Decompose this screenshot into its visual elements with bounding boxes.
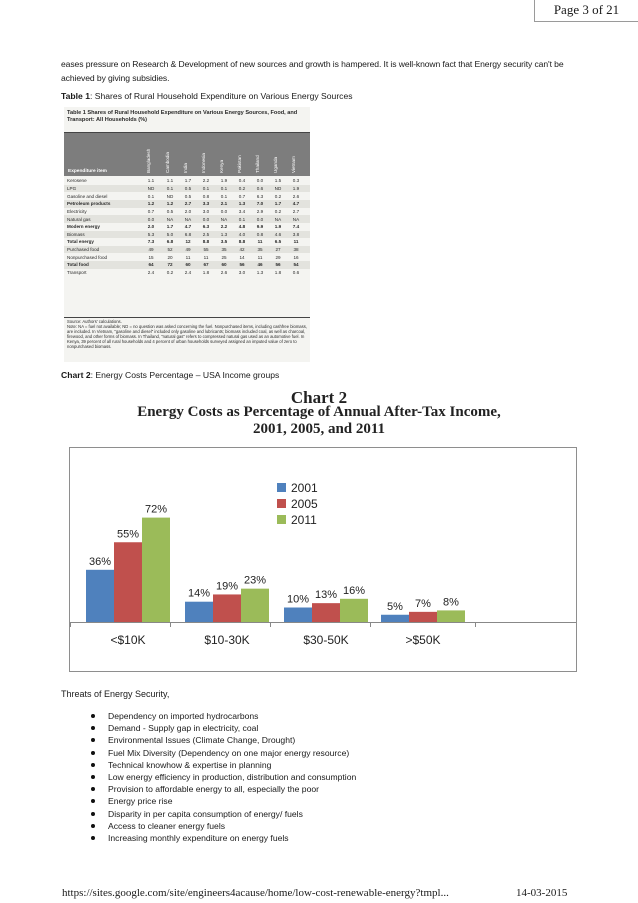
table-cell: 0.6 <box>292 270 300 276</box>
bullet-icon <box>91 787 95 791</box>
legend-label: 2011 <box>291 513 317 527</box>
table-cell: 1.8 <box>274 270 282 276</box>
table-cell: 27 <box>275 247 281 253</box>
table-cell: 11 <box>185 254 191 260</box>
chart-subtitle-line1: Energy Costs as Percentage of Annual After-Tax Income, <box>137 404 501 420</box>
table-caption-label: Table 1 <box>61 91 90 101</box>
table-cell: 3.5 <box>220 239 228 245</box>
table-cell: 0.1 <box>238 216 246 222</box>
table-cell: 1.3 <box>238 201 246 207</box>
bar-2001 <box>284 608 312 623</box>
table-cell: ND <box>166 193 174 199</box>
bar-2011 <box>241 589 269 622</box>
table-cell: 6.8 <box>166 239 174 245</box>
footer-date: 14-03-2015 <box>516 887 568 899</box>
table-cell: 0.2 <box>274 193 282 199</box>
table-row-label: Natural gas <box>67 216 91 222</box>
bar-chart <box>70 448 576 671</box>
data-label: 72% <box>144 503 168 516</box>
table1-column-header: Cambodia <box>165 152 170 173</box>
table-cell: 12 <box>185 239 191 245</box>
table1-title: Table 1 Shares of Rural Household Expenditure on Various Energy Sources, Food, and Transport: All Households (%) <box>67 110 298 123</box>
table-cell: 6.5 <box>274 239 282 245</box>
data-label: 8% <box>443 596 459 609</box>
bullet-icon <box>91 751 95 755</box>
table-cell: 46 <box>257 262 263 268</box>
table-cell: 1.3 <box>256 270 264 276</box>
table-cell: 0.8 <box>256 231 264 237</box>
table-row <box>64 254 310 262</box>
data-label: 13% <box>314 589 338 602</box>
list-item-text: Increasing monthly expenditure on energy fuels <box>108 832 289 843</box>
table-cell: 56 <box>239 262 245 268</box>
table1-bottom-rule <box>64 317 310 318</box>
bar-2011 <box>437 610 465 622</box>
table-cell: 1.2 <box>147 201 155 207</box>
list-item-text: Energy price rise <box>108 796 173 807</box>
chart-subtitle-line2: 2001, 2005, and 2011 <box>252 421 386 437</box>
table-cell: 2.4 <box>147 270 155 276</box>
bullet-icon <box>91 812 95 816</box>
table-cell: 11 <box>257 254 263 260</box>
list-item-text: Environmental Issues (Climate Change, Drought) <box>108 735 296 746</box>
category-label: $30-50K <box>303 633 349 647</box>
table-caption <box>61 91 353 101</box>
bar-2011 <box>340 599 368 622</box>
table-row-label: Nonpurchased food <box>67 254 108 260</box>
list-item <box>91 795 356 807</box>
table-row <box>64 177 310 185</box>
bullet-icon <box>91 763 95 767</box>
chart-caption-text: : Energy Costs Percentage – USA Income groups <box>90 370 280 380</box>
table-row <box>64 200 310 208</box>
list-item <box>91 710 356 722</box>
table-cell: 3.3 <box>202 201 210 207</box>
bullet-icon <box>91 824 95 828</box>
category-label: $10-30K <box>204 633 250 647</box>
list-item <box>91 771 356 783</box>
category-label: <$10K <box>110 633 146 647</box>
table-cell: 42 <box>239 247 245 253</box>
table-cell: NA <box>184 216 192 222</box>
category-label: >$50K <box>405 633 441 647</box>
legend-swatch <box>277 499 286 508</box>
table1-source: Source: Authors' calculations. <box>67 319 122 324</box>
table-cell: 8.8 <box>202 239 210 245</box>
table-cell: 67 <box>203 262 209 268</box>
table-cell: 52 <box>167 247 173 253</box>
table-row-label: Gasoline and diesel <box>67 193 108 199</box>
table-cell: 1.9 <box>220 178 228 184</box>
table-row <box>64 223 310 231</box>
table-cell: 0.4 <box>238 178 246 184</box>
bullet-icon <box>91 738 95 742</box>
list-item-text: Demand - Supply gap in electricity, coal <box>108 723 259 734</box>
table-cell: 3.0 <box>202 208 210 214</box>
list-item <box>91 759 356 771</box>
data-label: 10% <box>286 593 310 606</box>
table-row <box>64 269 310 277</box>
table-cell: 2.0 <box>147 224 155 230</box>
legend-label: 2005 <box>291 497 318 511</box>
table-cell: 15 <box>148 254 154 260</box>
table-cell: 4.6 <box>274 231 282 237</box>
table-cell: 0.1 <box>202 185 210 191</box>
table-cell: 0.5 <box>166 208 174 214</box>
list-item <box>91 820 356 832</box>
table-cell: ND <box>274 185 282 191</box>
table-cell: 7.3 <box>147 239 155 245</box>
table-cell: 2.7 <box>292 208 300 214</box>
table-row <box>64 208 310 216</box>
table-cell: 2.6 <box>292 193 300 199</box>
bullet-icon <box>91 799 95 803</box>
table-cell: 1.7 <box>184 178 192 184</box>
data-label: 19% <box>215 580 239 593</box>
table-cell: 60 <box>221 262 227 268</box>
table-cell: 4.7 <box>292 201 300 207</box>
bullet-icon <box>91 836 95 840</box>
table-cell: 1.2 <box>166 201 174 207</box>
table1-column-header: Uganda <box>273 156 278 173</box>
table-cell: 1.3 <box>220 231 228 237</box>
list-item <box>91 747 356 759</box>
table-row-label: Biomass <box>67 231 85 237</box>
data-label: 23% <box>243 574 267 587</box>
table-cell: 1.7 <box>166 224 174 230</box>
footer-url: https://sites.google.com/site/engineers4acause/home/low-cost-renewable-energy?tmpl... <box>62 887 449 899</box>
bullet-icon <box>91 726 95 730</box>
bullet-icon <box>91 714 95 718</box>
table-cell: 64 <box>148 262 154 268</box>
table-row-label: Kerosene <box>67 178 87 184</box>
table-cell: 1.9 <box>274 224 282 230</box>
table-cell: 0.2 <box>166 270 174 276</box>
table-row <box>64 185 310 193</box>
table1-column-header: Indonesia <box>201 153 206 173</box>
page-number: Page 3 of 21 <box>534 0 638 22</box>
table1-column-header: Thailand <box>255 155 260 173</box>
table-cell: 38 <box>293 247 299 253</box>
table-row <box>64 238 310 246</box>
data-label: 36% <box>88 555 112 568</box>
table1-figure <box>64 107 310 362</box>
chart-caption <box>61 370 279 380</box>
table-cell: 8.8 <box>238 239 246 245</box>
table-cell: 72 <box>167 262 173 268</box>
bar-2001 <box>381 615 409 622</box>
data-label: 7% <box>415 597 431 610</box>
table-cell: 54 <box>293 262 299 268</box>
table1-column-header: Pakistan <box>237 155 242 173</box>
table-row-label: Transport <box>67 270 87 276</box>
table-cell: NA <box>220 216 228 222</box>
table-cell: 5.0 <box>166 231 174 237</box>
table-cell: 0.0 <box>220 208 228 214</box>
list-item-text: Technical knowhow & expertise in planning <box>108 759 272 770</box>
table-cell: 14 <box>239 254 245 260</box>
table-row-label: Total energy <box>67 239 94 245</box>
table-cell: 0.1 <box>166 185 174 191</box>
table-cell: 60 <box>185 262 191 268</box>
data-label: 16% <box>342 584 366 597</box>
data-label: 5% <box>387 600 403 613</box>
chart-caption-label: Chart 2 <box>61 370 91 380</box>
table-cell: 0.5 <box>184 193 192 199</box>
table-cell: 4.8 <box>238 224 246 230</box>
table-cell: 25 <box>221 254 227 260</box>
table-cell: 2.0 <box>184 208 192 214</box>
table-cell: 56 <box>275 262 281 268</box>
list-item <box>91 734 356 746</box>
table-row <box>64 231 310 239</box>
table-cell: 0.5 <box>184 185 192 191</box>
table-cell: 55 <box>203 247 209 253</box>
table-cell: 1.8 <box>202 270 210 276</box>
list-item <box>91 783 356 795</box>
list-item <box>91 808 356 820</box>
table-cell: 2.9 <box>256 208 264 214</box>
table-cell: 11 <box>293 239 299 245</box>
table-cell: 20 <box>167 254 173 260</box>
bar-2005 <box>409 612 437 622</box>
table-cell: 0.7 <box>238 193 246 199</box>
table-row <box>64 215 310 223</box>
table-cell: 4.7 <box>184 224 192 230</box>
table-cell: 3.0 <box>238 270 246 276</box>
table-row <box>64 246 310 254</box>
table-cell: NA <box>166 216 174 222</box>
table1-header-label: Expenditure item <box>68 169 107 174</box>
data-label: 55% <box>116 528 140 541</box>
table-cell: 0.1 <box>220 185 228 191</box>
table-cell: 1.5 <box>274 178 282 184</box>
intro-paragraph: eases pressure on Research & Development of new sources and growth is hampered. It is well-known fact that Energy security can't be achieved by giving subsidies. <box>61 59 564 83</box>
table-cell: 0.0 <box>202 216 210 222</box>
table-cell: 7.4 <box>292 224 300 230</box>
chart-title: Chart 2 <box>290 388 348 407</box>
table-cell: 0.7 <box>147 208 155 214</box>
table-row-label: Electricity <box>67 208 87 214</box>
table-row <box>64 261 310 269</box>
table-caption-text: : Shares of Rural Household Expenditure on Various Energy Sources <box>89 91 353 101</box>
table1-column-header: Kenya <box>219 159 224 173</box>
table-cell: 0.0 <box>256 216 264 222</box>
list-item <box>91 722 356 734</box>
table-cell: 0.0 <box>256 178 264 184</box>
table-cell: 11 <box>257 239 263 245</box>
table-cell: 5.3 <box>147 231 155 237</box>
table-cell: 35 <box>221 247 227 253</box>
table-cell: 6.3 <box>202 224 210 230</box>
data-label: 14% <box>187 587 211 600</box>
table-cell: 1.1 <box>166 178 174 184</box>
table-cell: NA <box>292 216 300 222</box>
table-cell: 0.1 <box>147 193 155 199</box>
table-cell: 1.1 <box>147 178 155 184</box>
table-cell: 35 <box>257 247 263 253</box>
table-cell: 0.0 <box>147 216 155 222</box>
chart-area <box>69 447 577 672</box>
threats-list <box>91 710 356 844</box>
table-cell: ND <box>147 185 155 191</box>
threats-heading: Threats of Energy Security, <box>61 689 170 699</box>
table-cell: 2.1 <box>220 201 228 207</box>
table-cell: 6.8 <box>184 231 192 237</box>
list-item-text: Disparity in per capita consumption of energy/ fuels <box>108 808 303 819</box>
table-row-label: Purchased food <box>67 247 100 253</box>
bar-2011 <box>142 518 170 622</box>
table-cell: NA <box>274 216 282 222</box>
table-cell: 1.7 <box>274 201 282 207</box>
table-row-label: Total food <box>67 262 89 268</box>
table-cell: 2.7 <box>184 201 192 207</box>
list-item-text: Provision to affordable energy to all, especially the poor <box>108 784 319 795</box>
list-item-text: Access to cleaner energy fuels <box>108 820 226 831</box>
table1-note: Note: NA = fuel not available; ND = no question was asked concerning the fuel. Nonpurchased items, including cashfree biomass, are included. In Vietnam, "gasoline and diesel" included only gasoline and lubricants; biomass included coal, as well as charcoal, firewood, and other forms of biomass. In Thailand, "natural gas" refers to compressed natural gas used as an automotive fuel. In Kenya, 39 percent of all rural households and 4 percent of urban households surveyed assigned an imputed value of zero to nonpurchased biomass. <box>67 324 307 349</box>
table-cell: 16 <box>293 254 299 260</box>
table-row <box>64 192 310 200</box>
bullet-icon <box>91 775 95 779</box>
bar-2005 <box>114 542 142 622</box>
bar-2001 <box>185 602 213 622</box>
table-row-label: Modern energy <box>67 224 100 230</box>
table-cell: 0.3 <box>292 178 300 184</box>
table-cell: 3.8 <box>292 231 300 237</box>
table-row-label: LPG <box>67 185 77 191</box>
table1-column-header: India <box>183 163 188 173</box>
table-cell: 2.2 <box>202 178 210 184</box>
list-item <box>91 832 356 844</box>
table-cell: 29 <box>275 254 281 260</box>
table-cell: 3.4 <box>238 208 246 214</box>
table-cell: 0.2 <box>274 208 282 214</box>
table-cell: 0.8 <box>202 193 210 199</box>
list-item-text: Fuel Mix Diversity (Dependency on one major energy resource) <box>108 747 350 758</box>
table-cell: 9.9 <box>256 224 264 230</box>
table1-column-header: Vietnam <box>291 156 296 173</box>
table-cell: 4.0 <box>238 231 246 237</box>
table-cell: 0.2 <box>238 185 246 191</box>
table-cell: 49 <box>148 247 154 253</box>
table1-column-header: Bangladesh <box>146 148 151 173</box>
legend-swatch <box>277 515 286 524</box>
list-item-text: Low energy efficiency in production, distribution and consumption <box>108 771 357 782</box>
table-cell: 2.6 <box>220 270 228 276</box>
legend-label: 2001 <box>291 481 318 495</box>
table-cell: 0.6 <box>256 185 264 191</box>
table-cell: 11 <box>203 254 209 260</box>
table-cell: 2.4 <box>184 270 192 276</box>
bar-2005 <box>213 594 241 622</box>
legend-swatch <box>277 483 286 492</box>
table-cell: 49 <box>185 247 191 253</box>
table-cell: 6.3 <box>256 193 264 199</box>
table-cell: 2.2 <box>220 224 228 230</box>
table-cell: 2.5 <box>202 231 210 237</box>
table-cell: 7.0 <box>256 201 264 207</box>
list-item-text: Dependency on imported hydrocarbons <box>108 711 259 721</box>
table-row-label: Petroleum products <box>67 201 111 207</box>
table-cell: 1.9 <box>292 185 300 191</box>
bar-2005 <box>312 603 340 622</box>
table-cell: 0.1 <box>220 193 228 199</box>
bar-2001 <box>86 570 114 622</box>
